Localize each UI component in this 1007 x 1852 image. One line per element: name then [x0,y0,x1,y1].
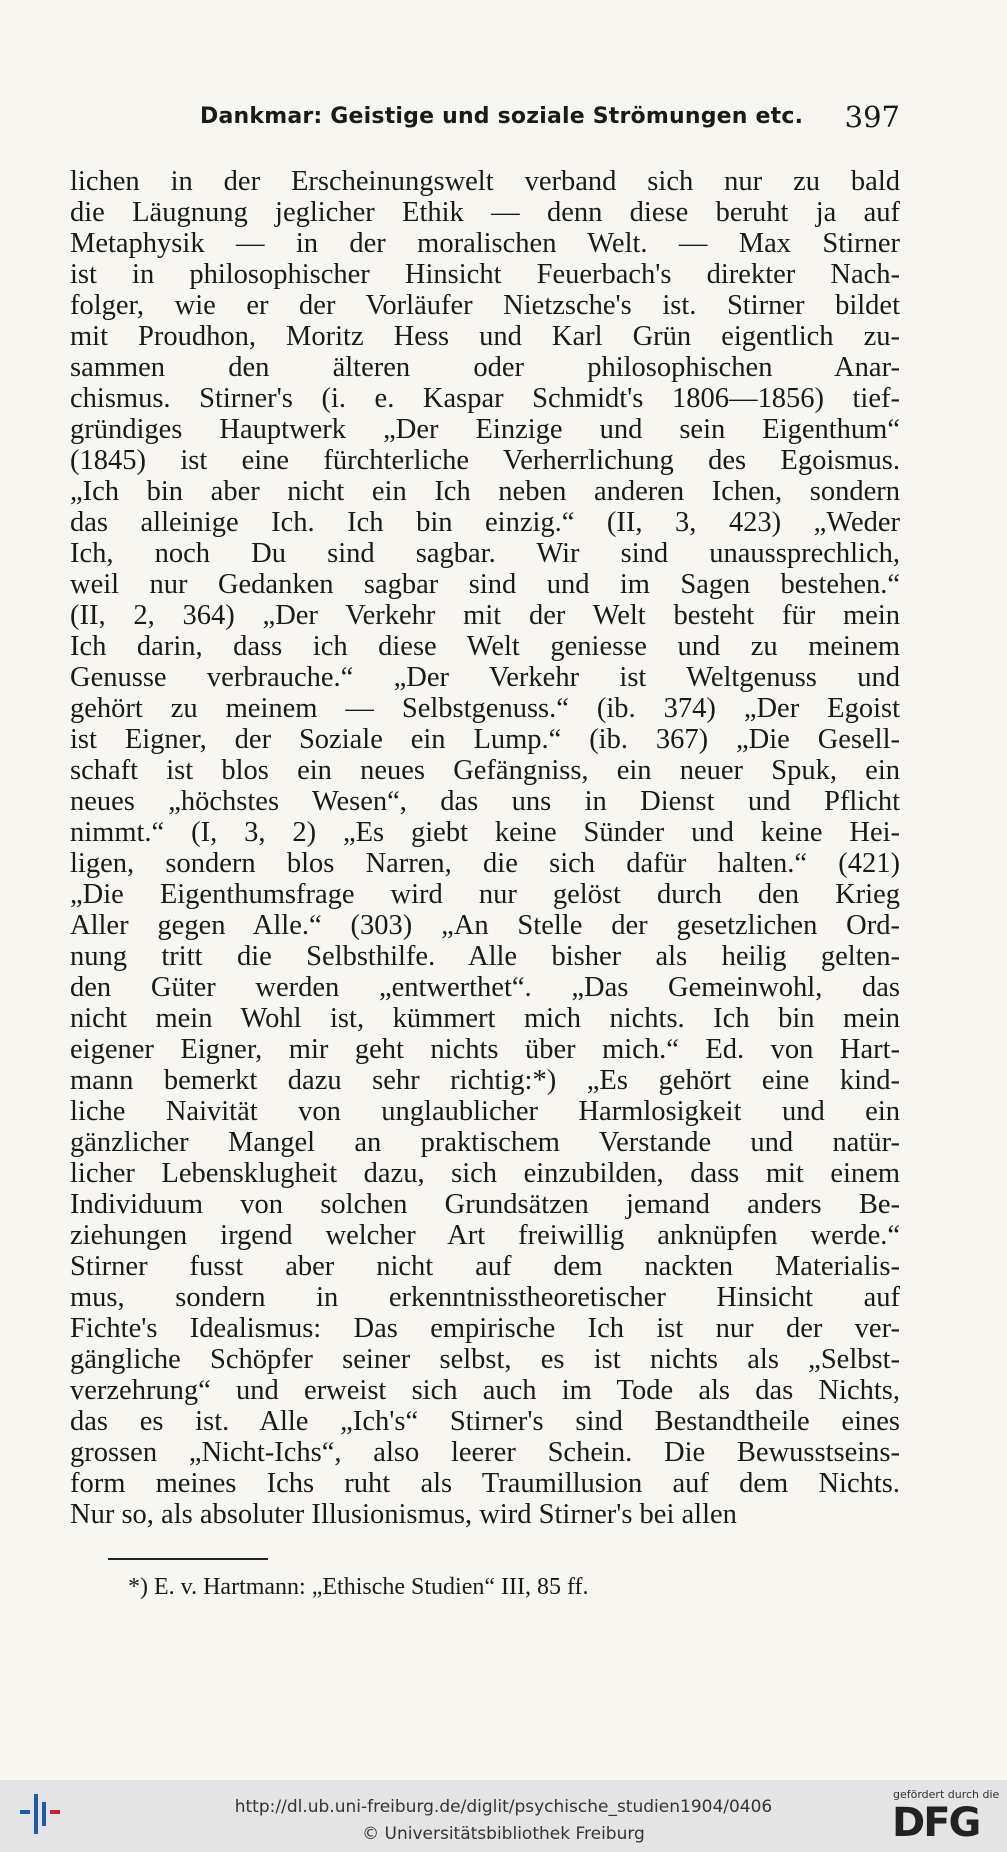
text-line: verzehrung“ und erweist sich auch im Tode als das Nichts, [70,1375,900,1406]
text-line: gängliche Schöpfer seiner selbst, es ist nichts als „Selbst- [70,1344,900,1375]
text-line: chismus. Stirner's (i. e. Kaspar Schmidt's 1806—1856) tief- [70,383,900,414]
page-number: 397 [844,100,900,134]
footer-copyright: © Universitätsbibliothek Freiburg [362,1824,645,1844]
dfg-logo: DFG [892,1800,980,1846]
dfg-caption: gefördert durch die [893,1788,1000,1801]
footnote: *) E. v. Hartmann: „Ethische Studien“ III, 85 ff. [128,1574,589,1600]
text-line: ist in philosophischer Hinsicht Feuerbach's direkter Nach- [70,259,900,290]
text-line: sammen den älteren oder philosophischen Anar- [70,352,900,383]
text-line: Ich, noch Du sind sagbar. Wir sind unaussprechlich, [70,538,900,569]
text-line: „Die Eigenthumsfrage wird nur gelöst durch den Krieg [70,879,900,910]
text-line: Metaphysik — in der moralischen Welt. — Max Stirner [70,228,900,259]
text-line: ligen, sondern blos Narren, die sich dafür halten.“ (421) [70,848,900,879]
text-line: den Güter werden „entwerthet“. „Das Gemeinwohl, das [70,972,900,1003]
text-line: Fichte's Idealismus: Das empirische Ich ist nur der ver- [70,1313,900,1344]
text-line: grossen „Nicht-Ichs“, also leerer Schein. Die Bewusstseins- [70,1437,900,1468]
text-line: Genusse verbrauche.“ „Der Verkehr ist Weltgenuss und [70,662,900,693]
text-line: gehört zu meinem — Selbstgenuss.“ (ib. 374) „Der Egoist [70,693,900,724]
footnote-rule [108,1558,268,1560]
text-line: schaft ist blos ein neues Gefängniss, ein neuer Spuk, ein [70,755,900,786]
text-line: nicht mein Wohl ist, kümmert mich nichts. Ich bin mein [70,1003,900,1034]
text-line: „Ich bin aber nicht ein Ich neben anderen Ichen, sondern [70,476,900,507]
text-line: das alleinige Ich. Ich bin einzig.“ (II, 3, 423) „Weder [70,507,900,538]
text-line: Nur so, als absoluter Illusionismus, wird Stirner's bei allen [70,1499,737,1530]
text-line: mann bemerkt dazu sehr richtig:*) „Es gehört eine kind- [70,1065,900,1096]
text-line: form meines Ichs ruht als Traumillusion auf dem Nichts. [70,1468,900,1499]
text-line: eigener Eigner, mir geht nichts über mich.“ Ed. von Hart- [70,1034,900,1065]
text-line: mit Proudhon, Moritz Hess und Karl Grün eigentlich zu- [70,321,900,352]
text-line: gänzlicher Mangel an praktischem Verstande und natür- [70,1127,900,1158]
text-line: folger, wie er der Vorläufer Nietzsche's ist. Stirner bildet [70,290,900,321]
body-text [70,166,900,1530]
text-line: das es ist. Alle „Ich's“ Stirner's sind Bestandtheile eines [70,1406,900,1437]
text-line: gründiges Hauptwerk „Der Einzige und sein Eigenthum“ [70,414,900,445]
text-line: ist Eigner, der Soziale ein Lump.“ (ib. 367) „Die Gesell- [70,724,900,755]
text-line: Individuum von solchen Grundsätzen jemand anders Be- [70,1189,900,1220]
text-line: weil nur Gedanken sagbar sind und im Sagen bestehen.“ [70,569,900,600]
text-line: (1845) ist eine fürchterliche Verherrlichung des Egoismus. [70,445,900,476]
text-line: Aller gegen Alle.“ (303) „An Stelle der gesetzlichen Ord- [70,910,900,941]
text-line: Ich darin, dass ich diese Welt geniesse und zu meinem [70,631,900,662]
page-header [200,100,900,140]
text-line: nung tritt die Selbsthilfe. Alle bisher als heilig gelten- [70,941,900,972]
text-line: nimmt.“ (I, 3, 2) „Es giebt keine Sünder und keine Hei- [70,817,900,848]
text-line: lichen in der Erscheinungswelt verband sich nur zu bald [70,166,900,197]
text-line: die Läugnung jeglicher Ethik — denn diese beruht ja auf [70,197,900,228]
text-line: neues „höchstes Wesen“, das uns in Dienst und Pflicht [70,786,900,817]
text-line: licher Lebensklugheit dazu, sich einzubilden, dass mit einem [70,1158,900,1189]
text-line: liche Naivität von unglaublicher Harmlosigkeit und ein [70,1096,900,1127]
text-line: Stirner fusst aber nicht auf dem nackten Materialis- [70,1251,900,1282]
running-title: Dankmar: Geistige und soziale Strömungen etc. [200,104,804,129]
text-line: mus, sondern in erkenntnisstheoretischer Hinsicht auf [70,1282,900,1313]
footer-url[interactable]: http://dl.ub.uni-freiburg.de/diglit/psychische_studien1904/0406 [234,1797,773,1817]
text-line: (II, 2, 364) „Der Verkehr mit der Welt besteht für mein [70,600,900,631]
text-line: ziehungen irgend welcher Art freiwillig anknüpfen werde.“ [70,1220,900,1251]
